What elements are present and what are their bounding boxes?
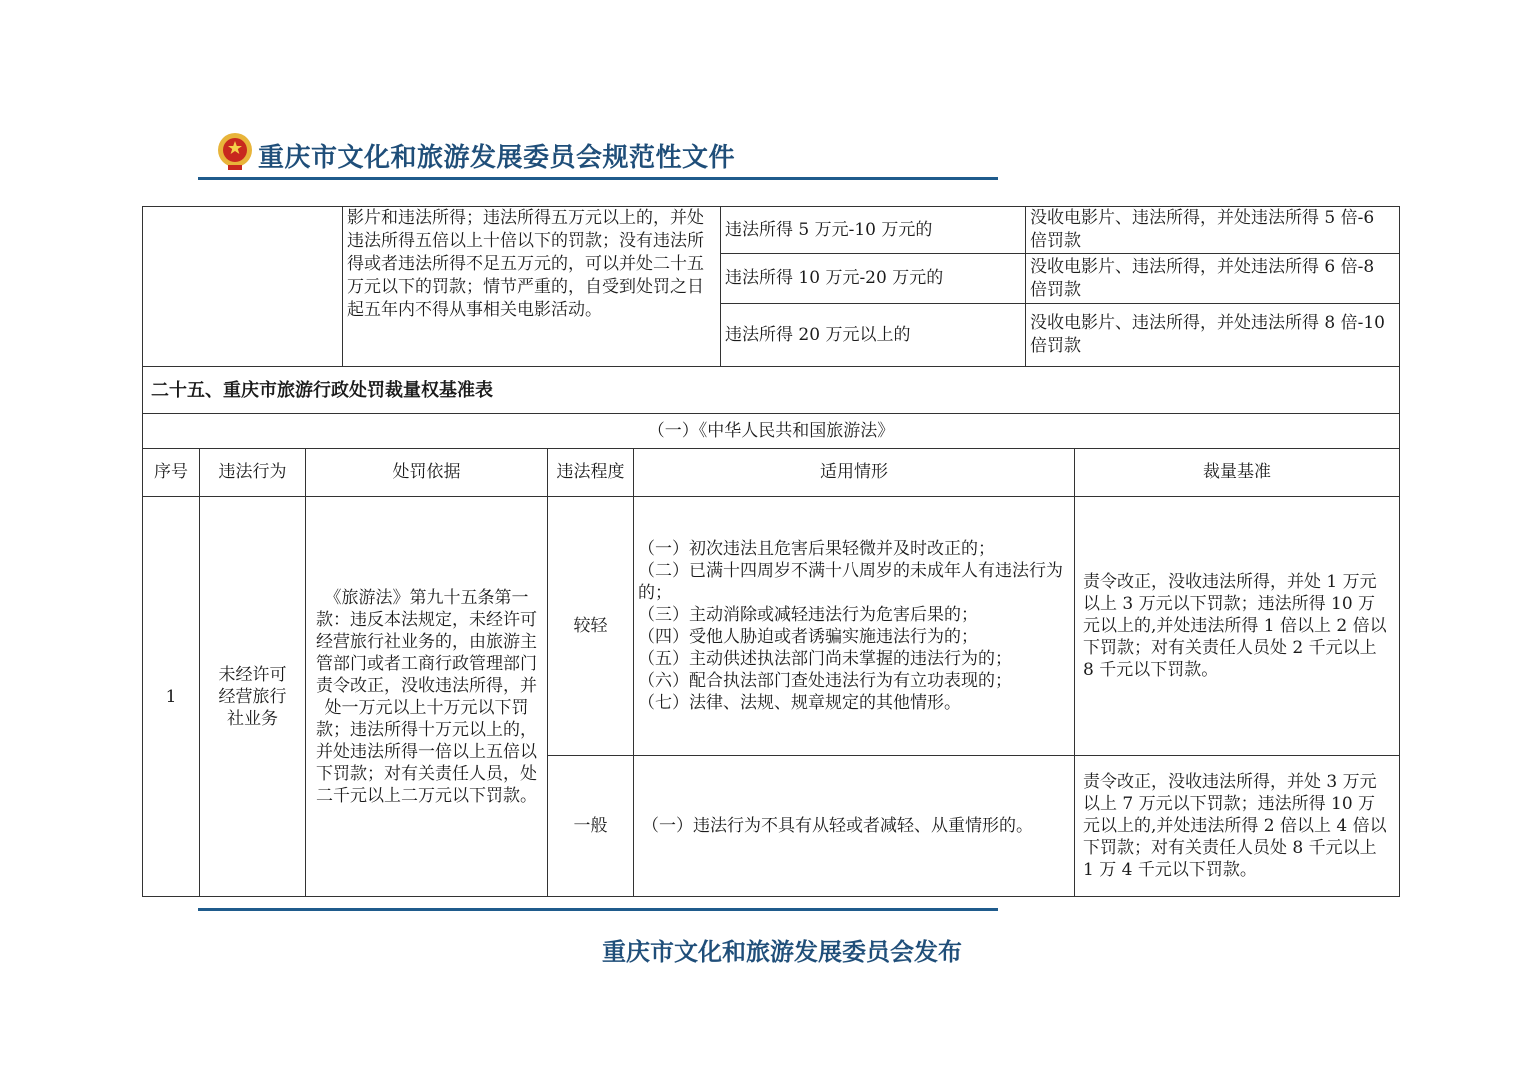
table-row <box>143 497 1400 756</box>
continuation-situation-3: 违法所得 20 万元以上的 <box>721 304 1026 367</box>
discretion-benchmark-table <box>142 366 1400 897</box>
degree-light: 较轻 <box>548 497 634 756</box>
continuation-standard-2: 没收电影片、违法所得，并处违法所得 6 倍-8 倍罚款 <box>1026 254 1400 304</box>
continuation-standard-1: 没收电影片、违法所得，并处违法所得 5 倍-6 倍罚款 <box>1026 207 1400 254</box>
continuation-empty-cell <box>143 207 343 367</box>
section-subtitle: （一）《中华人民共和国旅游法》 <box>143 414 1400 449</box>
header-basis: 处罚依据 <box>306 449 548 497</box>
section-title: 二十五、重庆市旅游行政处罚裁量权基准表 <box>143 367 1400 414</box>
continuation-standard-3: 没收电影片、违法所得，并处违法所得 8 倍-10 倍罚款 <box>1026 304 1400 367</box>
footer-rule <box>198 908 998 911</box>
document-footer-title: 重庆市文化和旅游发展委员会发布 <box>602 938 962 966</box>
situation-general: （一）违法行为不具有从轻或者减轻、从重情形的。 <box>634 756 1075 897</box>
header-rule <box>198 177 998 180</box>
standard-light: 责令改正，没收违法所得，并处 1 万元以上 3 万元以下罚款；违法所得 10 万元以上的,并处违法所得 1 倍以上 2 倍以下罚款；对有关责任人员处 2 千元以上 8 千元以下罚款。 <box>1075 497 1400 756</box>
header-act: 违法行为 <box>200 449 306 497</box>
entry-no: 1 <box>143 497 200 897</box>
situation-light: （一）初次违法且危害后果轻微并及时改正的； （二）已满十四周岁不满十八周岁的未成年人有违法行为的； （三）主动消除或减轻违法行为危害后果的； （四）受他人胁迫或者诱骗实施违法行为的； （五）主动供述执法部门尚未掌握的违法行为的； （六）配合执法部门查处违法行为有立功表现的； （七）法律、法规、规章规定的其他情形。 <box>634 497 1075 756</box>
header-situation: 适用情形 <box>634 449 1075 497</box>
document-header-title: 重庆市文化和旅游发展委员会规范性文件 <box>258 143 736 173</box>
continuation-table <box>142 206 1400 367</box>
entry-basis: 《旅游法》第九十五条第一款：违反本法规定，未经许可经营旅行社业务的，由旅游主管部门或者工商行政管理部门责令改正，没收违法所得，并处一万元以上十万元以下罚款；违法所得十万元以上的，并处违法所得一倍以上五倍以下罚款；对有关责任人员，处二千元以上二万元以下罚款。 <box>306 497 548 897</box>
national-emblem-icon <box>216 132 254 172</box>
entry-act: 未经许可经营旅行社业务 <box>200 497 306 897</box>
degree-general: 一般 <box>548 756 634 897</box>
continuation-basis: 影片和违法所得；违法所得五万元以上的，并处违法所得五倍以上十倍以下的罚款；没有违法所得或者违法所得不足五万元的，可以并处二十五万元以下的罚款；情节严重的，自受到处罚之日起五年内不得从事相关电影活动。 <box>343 207 721 367</box>
header-no: 序号 <box>143 449 200 497</box>
standard-general: 责令改正，没收违法所得，并处 3 万元以上 7 万元以下罚款；违法所得 10 万元以上的,并处违法所得 2 倍以上 4 倍以下罚款；对有关责任人员处 8 千元以上 1 万 4 千元以下罚款。 <box>1075 756 1400 897</box>
continuation-situation-1: 违法所得 5 万元-10 万元的 <box>721 207 1026 254</box>
header-degree: 违法程度 <box>548 449 634 497</box>
continuation-situation-2: 违法所得 10 万元-20 万元的 <box>721 254 1026 304</box>
header-standard: 裁量基准 <box>1075 449 1400 497</box>
